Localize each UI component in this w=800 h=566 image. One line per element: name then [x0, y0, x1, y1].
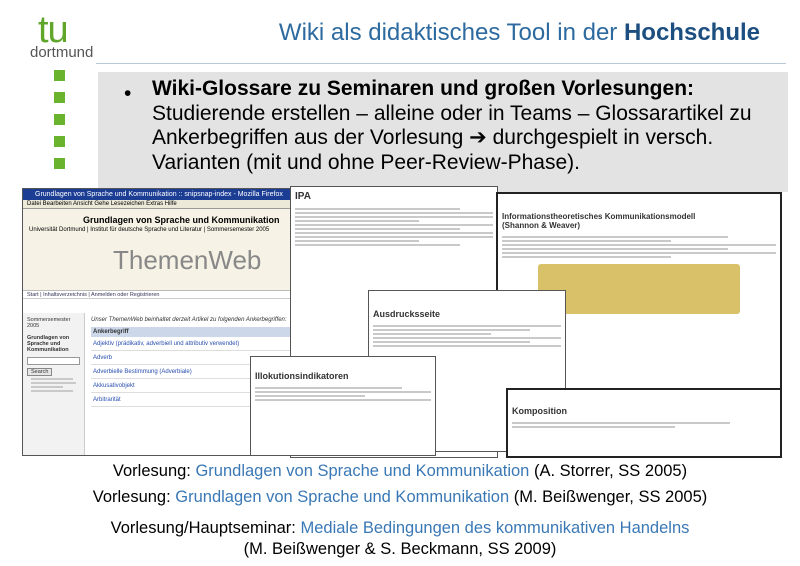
caption-2-post: (M. Beißwenger, SS 2005)	[509, 488, 708, 506]
page-title-info: Informationstheoretisches Kommunikationsmodell (Shannon & Weaver)	[502, 212, 696, 230]
logo-tu-text: tu	[38, 9, 68, 51]
text-line	[255, 387, 402, 389]
caption-2-pre: Vorlesung:	[92, 488, 176, 506]
text-line	[295, 232, 493, 234]
text-line	[295, 236, 493, 238]
text-line	[373, 325, 561, 327]
sidebar-text-line	[31, 382, 76, 384]
text-line	[255, 391, 431, 393]
browser-titlebar: Grundlagen von Sprache und Kommunikation :: snipsnap-index - Mozilla Firefox	[23, 189, 317, 200]
wiki-page-illokution	[250, 356, 436, 456]
caption-3-link[interactable]: Mediale Bedingungen des kommunikativen Handelns	[300, 519, 690, 537]
text-line	[502, 256, 671, 258]
text-line	[512, 422, 730, 424]
caption-1-pre: Vorlesung:	[112, 462, 196, 480]
site-nav: Start | Inhaltsverzeichnis | Anmelden oder Registrieren	[23, 291, 317, 299]
text-line	[255, 395, 365, 397]
sidebar-heading: Grundlagen von Sprache und Kommunikation	[27, 335, 70, 353]
page-title-komp: Komposition	[512, 406, 567, 416]
page-title-ausdruck: Ausdrucksseite	[373, 309, 441, 319]
bullet-body: Studierende erstellen – alleine oder in Teams – Glossarartikel zu Ankerbegriffen aus der Vorlesung ➔ durchgespielt in versch. Varianten (mit und ohne Peer-Review-Phase).	[152, 101, 752, 174]
table-row: Adverbielle Bestimmung (Adverbiale)	[91, 365, 313, 379]
table-row: Adverb	[91, 351, 313, 365]
caption-3	[0, 519, 800, 538]
page-title-ipa: IPA	[295, 191, 311, 202]
decor-square	[54, 70, 65, 81]
decor-square	[54, 136, 65, 147]
text-line	[295, 244, 460, 246]
text-line	[373, 329, 530, 331]
bullet-text	[152, 77, 762, 175]
decor-square	[54, 92, 65, 103]
sidebar-search-button: Search	[27, 368, 52, 376]
text-line	[295, 224, 493, 226]
sidebar-search-input	[27, 357, 80, 365]
decor-square	[54, 114, 65, 125]
text-line	[502, 240, 671, 242]
header-divider	[96, 63, 786, 64]
sidebar-text-line	[31, 390, 73, 392]
text-line	[373, 337, 561, 339]
site-sidebar	[23, 313, 85, 455]
text-line	[373, 345, 561, 347]
wiki-page-komposition	[506, 388, 782, 458]
tu-dortmund-logo	[30, 9, 96, 64]
site-subtitle: Universität Dortmund | Institut für deutsche Sprache und Literatur | Sommersemester 2005	[29, 227, 270, 233]
text-line	[502, 248, 728, 250]
caption-4	[0, 540, 800, 559]
table-row: Arbitrarität	[91, 393, 313, 407]
text-line	[502, 236, 728, 238]
site-header	[23, 209, 317, 291]
slide-title	[279, 18, 760, 48]
site-title: Grundlagen von Sprache und Kommunikation	[83, 215, 280, 225]
table-header: Ankerbegriff	[91, 327, 313, 337]
bullet-marker: •	[124, 82, 132, 105]
sidebar-text-line	[31, 378, 73, 380]
caption-3-pre: Vorlesung/Hauptseminar:	[110, 519, 301, 537]
sidebar-semester: Sommersemester 2005	[27, 317, 71, 329]
caption-2	[0, 488, 800, 507]
page-title-illok: Illokutionsindikatoren	[255, 371, 349, 381]
text-line	[373, 333, 491, 335]
text-line	[295, 228, 460, 230]
main-intro: Unser ThemenWeb beinhaltet derzeit Artikel zu folgenden Ankerbegriffen:	[91, 317, 287, 323]
title-prefix: Wiki als didaktisches Tool in der	[278, 19, 624, 46]
text-line	[295, 208, 460, 210]
table-row: Adjektiv (prädikativ, adverbiell und attributiv verwendet)	[91, 337, 313, 351]
logo-subtext: dortmund	[30, 44, 94, 61]
text-line	[373, 341, 530, 343]
browser-menubar: Datei Bearbeiten Ansicht Gehe Lesezeichen Extras Hilfe	[23, 200, 317, 209]
caption-2-link[interactable]: Grundlagen von Sprache und Kommunikation	[175, 488, 510, 506]
text-line	[295, 212, 493, 214]
bullet-heading: Wiki-Glossare zu Seminaren und großen Vorlesungen:	[152, 77, 695, 100]
text-line	[295, 220, 419, 222]
caption-1	[0, 462, 800, 481]
text-line	[512, 426, 675, 428]
text-line	[502, 244, 776, 246]
text-line	[295, 216, 493, 218]
text-line	[502, 252, 776, 254]
table-row: Akkusativobjekt	[91, 379, 313, 393]
caption-1-post: (A. Storrer, SS 2005)	[529, 462, 688, 480]
title-bold: Hochschule	[623, 19, 760, 46]
caption-1-link[interactable]: Grundlagen von Sprache und Kommunikation	[195, 462, 530, 480]
decor-square	[54, 158, 65, 169]
text-line	[295, 240, 419, 242]
site-logo: ThemenWeb	[113, 245, 262, 275]
text-line	[255, 399, 431, 401]
sidebar-text-line	[31, 386, 63, 388]
caption-4-text: (M. Beißwenger & S. Beckmann, SS 2009)	[243, 540, 557, 558]
model-diagram	[538, 264, 740, 314]
